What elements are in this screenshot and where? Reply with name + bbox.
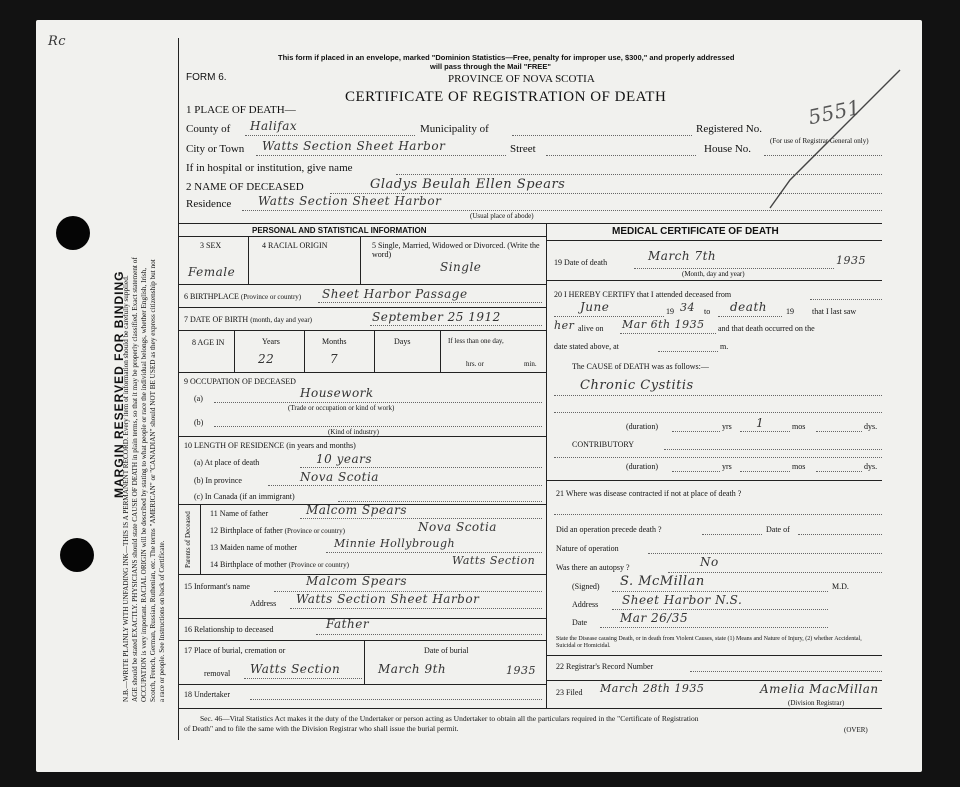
- last-saw-label: that I last saw: [812, 307, 857, 316]
- father-birthplace-label: 12 Birthplace of father (Province or country): [210, 526, 345, 535]
- physician-date-label: Date: [572, 618, 588, 627]
- marital-status-label: 5 Single, Married, Widowed or Divorced. (Write the word): [372, 241, 540, 259]
- physician-signature: S. McMillan: [620, 574, 705, 589]
- death-year-value: 1935: [836, 254, 866, 267]
- informant-label: 15 Informant's name: [184, 582, 250, 591]
- mail-notice-2: will pass through the Mail "FREE": [430, 62, 551, 71]
- punch-hole-bottom: [60, 538, 94, 572]
- m-label: m.: [720, 342, 729, 351]
- contributory-label: CONTRIBUTORY: [572, 440, 635, 449]
- date-of-birth-label: 7 DATE OF BIRTH (month, day and year): [184, 315, 312, 324]
- margin-note-4: Scotch, French, German, Russian, Ruthenian, etc. The terms "AMERICAN" or "CANADIAN" should NOT BE USED as they express citizenship but not: [149, 259, 157, 702]
- mos-label: mos: [792, 422, 806, 431]
- registrar-check-mark: [760, 60, 910, 220]
- over-label: (OVER): [844, 726, 868, 734]
- relationship-value: Father: [326, 617, 370, 631]
- signed-label: (Signed): [572, 582, 600, 591]
- medical-heading: MEDICAL CERTIFICATE OF DEATH: [612, 226, 779, 237]
- dys-label: dys.: [864, 422, 878, 431]
- margin-mark: Rc: [48, 34, 67, 49]
- county-label: County of: [186, 123, 231, 135]
- mail-notice-1: This form if placed in an envelope, marked "Dominion Statistics—Free, penalty for improper use, $300," and properly addressed: [278, 53, 735, 62]
- column-divider: [546, 223, 547, 708]
- undertaker-label: 18 Undertaker: [184, 690, 230, 699]
- date-of-birth-value: September 25 1912: [372, 310, 501, 324]
- mother-birthplace-label: 14 Birthplace of mother (Province or country): [210, 560, 349, 569]
- length-of-residence-label: 10 LENGTH OF RESIDENCE (in years and months): [184, 441, 356, 450]
- margin-note-5: a race or people. See Instructions on back of Certificate.: [158, 540, 166, 702]
- occ-a-marker: (a): [194, 394, 203, 403]
- duration-label: (duration): [626, 422, 658, 431]
- attended-from-year: 34: [680, 301, 695, 314]
- burial-date-label: Date of burial: [424, 646, 469, 655]
- father-name-value: Malcom Spears: [306, 503, 407, 517]
- filed-value: March 28th 1935: [600, 682, 705, 695]
- section-divider: [178, 223, 882, 224]
- residence-label: Residence: [186, 198, 232, 210]
- city-label: City or Town: [186, 143, 245, 155]
- md-label: M.D.: [832, 582, 849, 591]
- months-label: Months: [322, 337, 347, 346]
- street-label: Street: [510, 143, 536, 155]
- duration-label-2: (duration): [626, 462, 658, 471]
- informant-address-value: Watts Section Sheet Harbor: [296, 592, 480, 606]
- county-value: Halifax: [250, 119, 298, 133]
- residence-note: (Usual place of abode): [470, 212, 534, 220]
- violent-causes-note: State the Disease causing Death, or in death from Violent Causes, state (1) Means and Nature of Injury, (2) whether Accidental, Suicidal or Homicidal.: [556, 636, 862, 649]
- registrar-signature: Amelia MacMillan: [760, 682, 879, 696]
- burial-date-value: March 9th: [378, 662, 447, 676]
- informant-name-value: Malcom Spears: [306, 574, 407, 588]
- sex-value: Female: [188, 265, 236, 279]
- yrs-label: yrs: [722, 422, 732, 431]
- city-value: Watts Section Sheet Harbor: [262, 139, 446, 153]
- death-date-note: (Month, day and year): [682, 270, 745, 278]
- autopsy-label: Was there an autopsy ?: [556, 563, 630, 572]
- personal-heading: PERSONAL AND STATISTICAL INFORMATION: [252, 226, 427, 235]
- contracted-label: 21 Where was disease contracted if not at place of death ?: [556, 489, 742, 498]
- municipality-label: Municipality of: [420, 123, 489, 135]
- father-birthplace-value: Nova Scotia: [418, 520, 497, 534]
- residence-value: Watts Section Sheet Harbor: [258, 194, 442, 208]
- margin-note-3: OCCUPATION is very important. RACIAL ORIGIN will be described by stating to what people or race the individual belongs, whether English, Irish,: [140, 267, 148, 702]
- punch-hole-top: [56, 216, 90, 250]
- footer-text-1: Sec. 46—Vital Statistics Act makes it the duty of the Undertaker or person acting as Undertaker to obtain all the particulars required in the "Certificate of Registration: [200, 714, 699, 723]
- date-stated-label: date stated above, at: [554, 342, 619, 351]
- burial-year-value: 1935: [506, 664, 536, 677]
- house-no-label: House No.: [704, 143, 752, 155]
- years-label: Years: [262, 337, 280, 346]
- name-of-deceased-label: 2 NAME OF DECEASED: [186, 181, 304, 193]
- cause-label: The CAUSE of DEATH was as follows:—: [572, 362, 709, 371]
- yrs-label-2: yrs: [722, 462, 732, 471]
- certify-label: 20 I HEREBY CERTIFY that I attended deceased from: [554, 290, 732, 299]
- filed-label: 23 Filed: [556, 688, 583, 697]
- death-date-label: 19 Date of death: [554, 258, 608, 267]
- physician-address-value: Sheet Harbor N.S.: [622, 593, 743, 607]
- margin-title: MARGIN RESERVED FOR BINDING: [112, 270, 126, 498]
- alive-on-label: alive on: [578, 324, 604, 333]
- division-registrar-note: (Division Registrar): [788, 699, 845, 707]
- attended-from-value: June: [580, 300, 610, 314]
- days-label: Days: [394, 337, 411, 346]
- hrs-label: hrs. or: [466, 360, 484, 368]
- in-province-label: (b) In province: [194, 476, 242, 485]
- father-name-label: 11 Name of father: [210, 509, 269, 518]
- informant-address-label: Address: [250, 599, 277, 608]
- at-place-value: 10 years: [316, 452, 373, 466]
- racial-origin-label: 4 RACIAL ORIGIN: [262, 241, 328, 250]
- deceased-name: Gladys Beulah Ellen Spears: [370, 177, 566, 192]
- registration-stamp-number: 5551: [806, 94, 863, 130]
- registrar-record-label: 22 Registrar's Record Number: [556, 662, 654, 671]
- occurred-label: and that death occurred on the: [718, 324, 815, 333]
- mother-name-value: Minnie Hollybrough: [334, 537, 456, 550]
- less-than-day-label: If less than one day,: [448, 337, 504, 345]
- footer-text-2: of Death" and to file the same with the Division Registrar who shall issue the burial permit.: [184, 724, 459, 733]
- attended-to-value: death: [730, 300, 767, 314]
- place-of-death-label: 1 PLACE OF DEATH—: [186, 104, 296, 116]
- removal-label: removal: [204, 669, 231, 678]
- age-label: 8 AGE IN: [192, 338, 225, 347]
- registered-no-label: Registered No.: [696, 123, 762, 135]
- min-label: min.: [524, 360, 537, 368]
- certificate-title: CERTIFICATE OF REGISTRATION OF DEATH: [345, 89, 667, 105]
- to-label: to: [704, 307, 711, 316]
- operation-label: Did an operation precede death ?: [556, 525, 662, 534]
- margin-note-1: N.B.—WRITE PLAINLY WITH UNFADING INK—THIS IS A PERMANENT RECORD. Every item of information should be carefully supplied.: [122, 275, 130, 702]
- year-prefix-2: 19: [786, 307, 794, 316]
- years-value: 22: [258, 352, 275, 366]
- alive-on-value: Mar 6th 1935: [622, 318, 705, 331]
- marital-value: Single: [440, 260, 482, 274]
- autopsy-value: No: [700, 555, 719, 569]
- occupation-label: 9 OCCUPATION OF DECEASED: [184, 377, 296, 386]
- at-place-label: (a) At place of death: [194, 458, 260, 467]
- form-number: FORM 6.: [186, 72, 227, 83]
- physician-address-label: Address: [572, 600, 599, 609]
- cause-value: Chronic Cystitis: [580, 378, 694, 393]
- in-province-value: Nova Scotia: [300, 470, 379, 484]
- province-heading: PROVINCE OF NOVA SCOTIA: [448, 73, 595, 85]
- mother-name-label: 13 Maiden name of mother: [210, 543, 298, 552]
- hospital-label: If in hospital or institution, give name: [186, 162, 353, 174]
- burial-place-value: Watts Section: [250, 662, 341, 676]
- dys-label-2: dys.: [864, 462, 878, 471]
- months-value: 7: [330, 352, 339, 366]
- year-prefix-1: 19: [666, 307, 674, 316]
- form-left-border: [178, 38, 179, 740]
- physician-date-value: Mar 26/35: [620, 611, 689, 625]
- relationship-label: 16 Relationship to deceased: [184, 625, 274, 634]
- industry-note: (Kind of industry): [328, 428, 379, 436]
- date-of-label: Date of: [766, 525, 790, 534]
- burial-label: 17 Place of burial, cremation or: [184, 646, 286, 655]
- occupation-note: (Trade or occupation or kind of work): [288, 404, 395, 412]
- margin-note-2: AGE should be stated EXACTLY. PHYSICIANS should state CAUSE OF DEATH in plain terms, so that it may be properly classified. Exact statement of: [131, 257, 139, 702]
- her-label: her: [554, 319, 575, 332]
- death-date-value: March 7th: [648, 249, 717, 263]
- occ-b-marker: (b): [194, 418, 204, 427]
- birthplace-label: 6 BIRTHPLACE (Province or country): [184, 292, 302, 301]
- birthplace-value: Sheet Harbor Passage: [322, 287, 468, 301]
- sex-label: 3 SEX: [200, 241, 222, 250]
- registered-note: (For use of Registrar General only): [770, 137, 869, 145]
- mos-label-2: mos: [792, 462, 806, 471]
- duration-yrs-value: 1: [756, 416, 765, 430]
- nature-of-operation-label: Nature of operation: [556, 544, 619, 553]
- occupation-value: Housework: [300, 386, 374, 400]
- parents-label: Parents of Deceased: [184, 511, 192, 568]
- mother-birthplace-value: Watts Section: [452, 554, 536, 567]
- in-canada-label: (c) In Canada (if an immigrant): [194, 492, 295, 501]
